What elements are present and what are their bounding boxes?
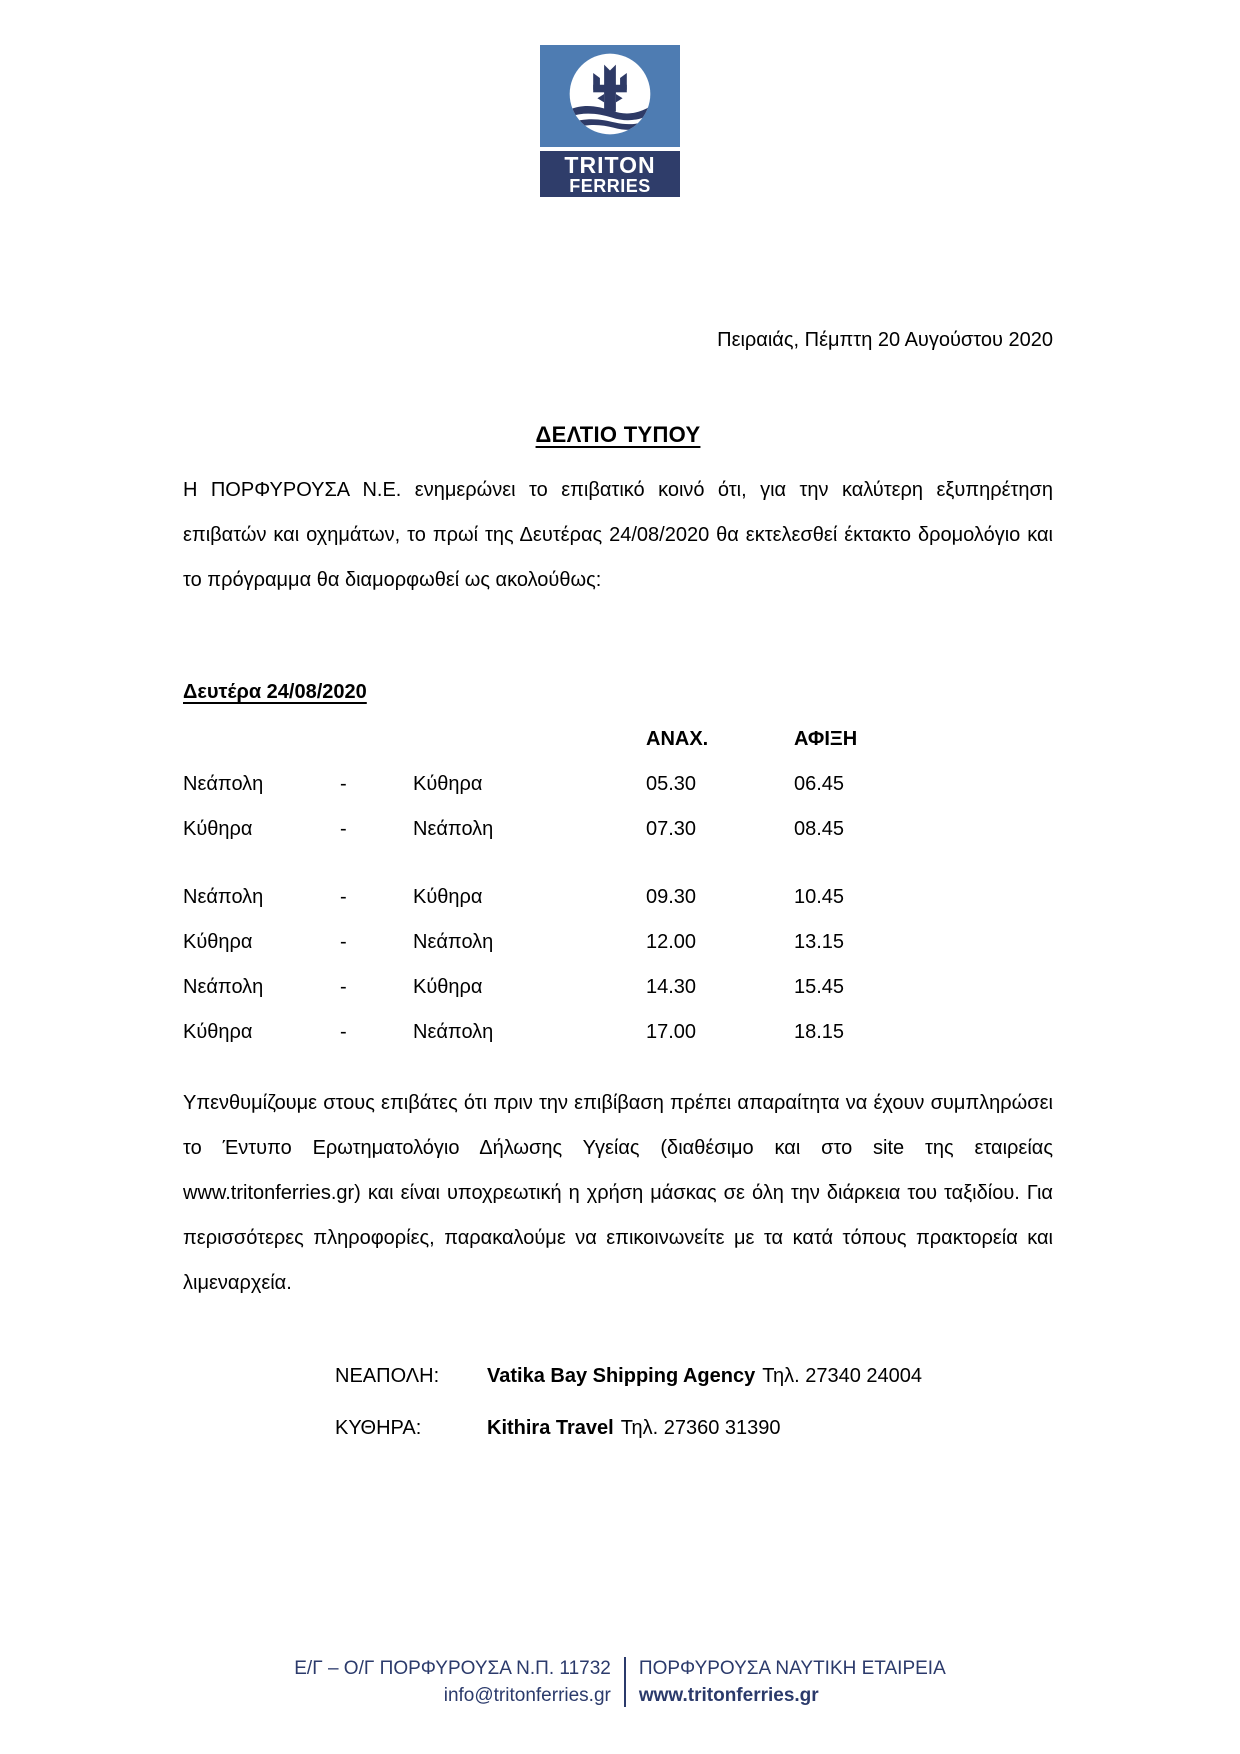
- departure-time: 09.30: [646, 886, 697, 908]
- timetable-header-row: [183, 717, 1053, 762]
- timetable: [183, 717, 1053, 1055]
- route-to: Κύθηρα: [413, 886, 483, 908]
- departure-time: 14.30: [646, 976, 697, 998]
- contact-kythira: [335, 1416, 1053, 1440]
- contact-port-label: ΚΥΘΗΡΑ:: [335, 1417, 422, 1439]
- route-separator: -: [340, 976, 347, 998]
- route-separator: -: [340, 1021, 347, 1043]
- departure-time: 12.00: [646, 931, 697, 953]
- contact-neapoli: [335, 1364, 1053, 1388]
- footer-right-column: [639, 1655, 946, 1709]
- departure-time: 07.30: [646, 818, 697, 840]
- table-row: [183, 807, 1053, 852]
- departure-time: 17.00: [646, 1021, 697, 1043]
- dateline: Πειραιάς, Πέμπτη 20 Αυγούστου 2020: [717, 329, 1053, 351]
- footer-email: info@tritonferries.gr: [443, 1685, 611, 1706]
- logo-word-ferries: FERRIES: [569, 176, 651, 196]
- route-to: Νεάπολη: [413, 1021, 494, 1043]
- route-separator: -: [340, 818, 347, 840]
- arrival-time: 06.45: [794, 773, 845, 795]
- arrival-time: 15.45: [794, 976, 845, 998]
- route-from: Νεάπολη: [183, 773, 264, 795]
- trident-waves-icon: [568, 52, 652, 141]
- route-separator: -: [340, 886, 347, 908]
- contact-phone: Τηλ. 27360 31390: [620, 1417, 781, 1439]
- footer-company-name: ΠΟΡΦΥΡΟΥΣΑ ΝΑΥΤΙΚΗ ΕΤΑΙΡΕΙΑ: [638, 1658, 946, 1679]
- arrival-time: 13.15: [794, 931, 845, 953]
- timetable-group-2: [183, 875, 1053, 1055]
- contact-agency-name: Vatika Bay Shipping Agency: [487, 1365, 756, 1387]
- logo-emblem-square: [540, 45, 680, 147]
- contacts-block: [183, 1364, 1053, 1440]
- route-from: Νεάπολη: [183, 976, 264, 998]
- route-to: Κύθηρα: [413, 976, 483, 998]
- route-to: Νεάπολη: [413, 931, 494, 953]
- intro-paragraph: Η ΠΟΡΦΥΡΟΥΣΑ Ν.Ε. ενημερώνει το επιβατικό κοινό ότι, για την καλύτερη εξυπηρέτηση επιβατών και οχημάτων, το πρωί της Δευτέρας 24/08/2020 θα εκτελεσθεί έκτακτο δρομολόγιο και το πρόγραμμα θα διαμορφωθεί ως ακολούθως:: [183, 479, 1053, 591]
- logo-word-triton: TRITON: [564, 152, 656, 178]
- route-from: Κύθηρα: [183, 1021, 253, 1043]
- footer-registry-line: Ε/Γ – Ο/Γ ΠΟΡΦΥΡΟΥΣΑ Ν.Π. 11732: [294, 1658, 611, 1679]
- schedule-date-heading: Δευτέρα 24/08/2020: [183, 681, 367, 703]
- route-separator: -: [340, 931, 347, 953]
- footer-website: www.tritonferries.gr: [638, 1685, 819, 1706]
- route-from: Κύθηρα: [183, 931, 253, 953]
- table-row: [183, 965, 1053, 1010]
- reminder-paragraph: Υπενθυμίζουμε στους επιβάτες ότι πριν την επιβίβαση πρέπει απαραίτητα να έχουν συμπληρώσει το Έντυπο Ερωτηματολόγιο Δήλωσης Υγείας (διαθέσιμο και στο site της εταιρείας www.tritonferries.gr) και είναι υποχρεωτική η χρήση μάσκας σε όλη την διάρκεια του ταξιδίου. Για περισσότερες πληροφορίες, παρακαλούμε να επικοινωνείτε με τα κατά τόπους πρακτορεία και λιμεναρχεία.: [183, 1092, 1053, 1294]
- col-departure-header: ΑΝΑΧ.: [646, 728, 709, 750]
- arrival-time: 18.15: [794, 1021, 845, 1043]
- logo-wordmark: [540, 151, 680, 197]
- route-to: Κύθηρα: [413, 773, 483, 795]
- footer: [0, 1655, 1240, 1709]
- footer-left-column: [294, 1655, 611, 1709]
- route-from: Κύθηρα: [183, 818, 253, 840]
- contact-agency-name: Kithira Travel: [487, 1417, 614, 1439]
- route-to: Νεάπολη: [413, 818, 494, 840]
- triton-ferries-logo: [540, 45, 680, 197]
- timetable-group-1: [183, 762, 1053, 852]
- arrival-time: 10.45: [794, 886, 845, 908]
- arrival-time: 08.45: [794, 818, 845, 840]
- contact-port-label: ΝΕΑΠΟΛΗ:: [335, 1365, 440, 1387]
- route-separator: -: [340, 773, 347, 795]
- table-row: [183, 1010, 1053, 1055]
- table-row: [183, 920, 1053, 965]
- page-title: ΔΕΛΤΙΟ ΤΥΠΟΥ: [535, 422, 701, 447]
- table-row: [183, 875, 1053, 920]
- footer-divider: [624, 1657, 626, 1707]
- contact-phone: Τηλ. 27340 24004: [762, 1365, 923, 1387]
- route-from: Νεάπολη: [183, 886, 264, 908]
- col-arrival-header: ΑΦΙΞΗ: [794, 728, 858, 750]
- table-row: [183, 762, 1053, 807]
- departure-time: 05.30: [646, 773, 697, 795]
